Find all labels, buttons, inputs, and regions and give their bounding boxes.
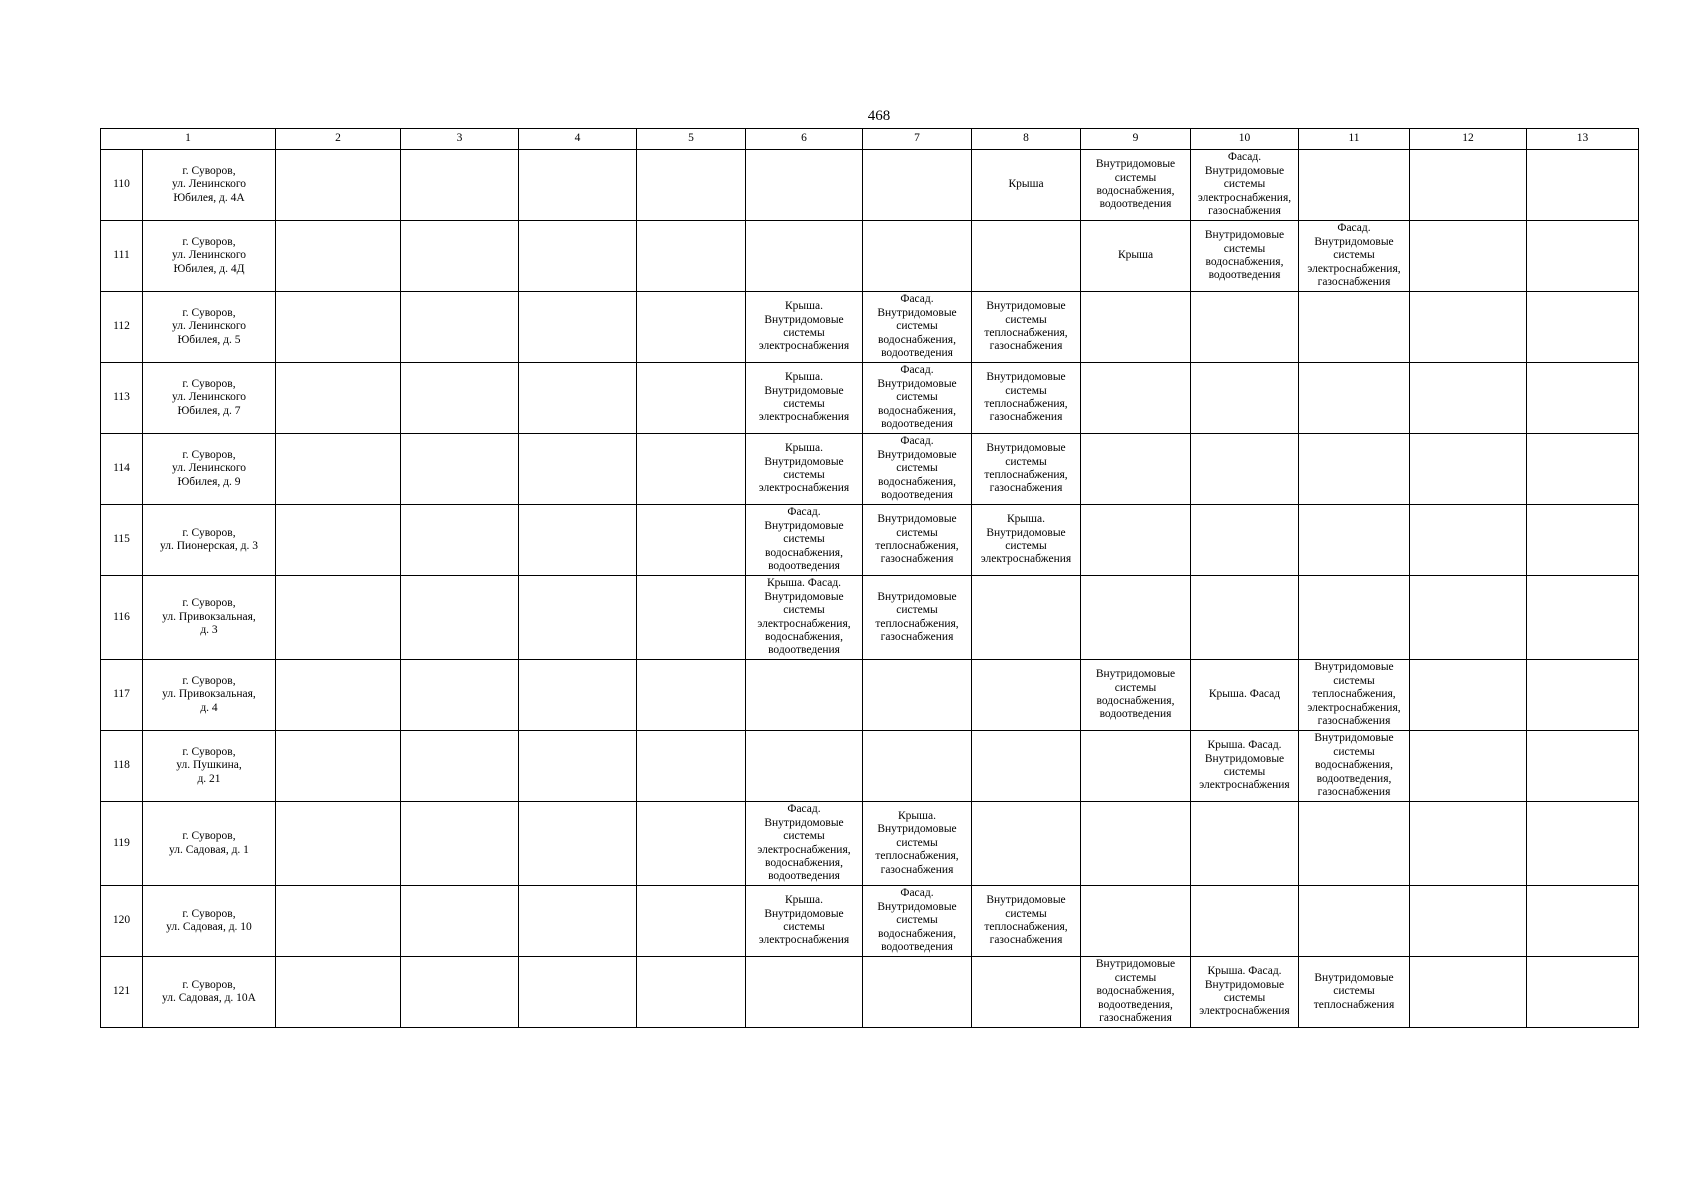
work-cell <box>401 505 519 576</box>
work-cell <box>863 660 972 731</box>
work-cell: Крыша. Фасад. Внутридомовые системы электроснабжения <box>1191 957 1299 1028</box>
work-cell <box>637 957 746 1028</box>
work-cell <box>1410 221 1527 292</box>
work-cell: Фасад. Внутридомовые системы электроснабжения, газоснабжения <box>1191 150 1299 221</box>
work-cell <box>637 150 746 221</box>
work-cell <box>1410 731 1527 802</box>
work-cell: Внутридомовые системы теплоснабжения, газоснабжения <box>863 576 972 660</box>
work-cell <box>972 576 1081 660</box>
work-cell <box>1527 363 1639 434</box>
address-cell: г. Суворов, ул. Садовая, д. 1 <box>143 802 276 886</box>
work-cell: Крыша. Внутридомовые системы теплоснабжения, газоснабжения <box>863 802 972 886</box>
work-cell <box>401 292 519 363</box>
work-cell <box>1527 576 1639 660</box>
work-cell <box>401 660 519 731</box>
table-row <box>101 292 1639 363</box>
column-header: 3 <box>401 129 519 150</box>
column-header: 11 <box>1299 129 1410 150</box>
table-row <box>101 886 1639 957</box>
work-cell <box>276 886 401 957</box>
work-cell <box>1081 576 1191 660</box>
work-cell <box>1527 150 1639 221</box>
work-cell <box>401 150 519 221</box>
work-cell <box>1527 886 1639 957</box>
work-cell <box>276 221 401 292</box>
work-cell <box>863 731 972 802</box>
work-cell <box>1527 957 1639 1028</box>
row-number: 114 <box>101 434 143 505</box>
work-cell <box>276 957 401 1028</box>
work-cell: Крыша. Внутридомовые системы электроснабжения <box>972 505 1081 576</box>
work-cell <box>401 731 519 802</box>
address-cell: г. Суворов, ул. Пионерская, д. 3 <box>143 505 276 576</box>
work-cell <box>1081 886 1191 957</box>
page-number: 468 <box>867 108 891 124</box>
column-header: 7 <box>863 129 972 150</box>
work-cell: Крыша <box>1081 221 1191 292</box>
work-cell <box>972 802 1081 886</box>
work-cell <box>401 576 519 660</box>
work-cell <box>276 576 401 660</box>
work-cell <box>972 660 1081 731</box>
work-cell <box>519 505 637 576</box>
work-cell <box>972 731 1081 802</box>
work-cell <box>1527 660 1639 731</box>
row-number: 110 <box>101 150 143 221</box>
work-cell <box>1299 576 1410 660</box>
work-cell: Крыша. Внутридомовые системы электроснабжения <box>746 434 863 505</box>
work-cell <box>1527 802 1639 886</box>
work-cell <box>519 660 637 731</box>
work-cell <box>276 363 401 434</box>
work-cell <box>1191 292 1299 363</box>
row-number: 117 <box>101 660 143 731</box>
work-cell <box>401 363 519 434</box>
work-cell: Фасад. Внутридомовые системы водоснабжения, водоотведения <box>863 886 972 957</box>
address-cell: г. Суворов, ул. Привокзальная, д. 3 <box>143 576 276 660</box>
work-cell <box>1410 505 1527 576</box>
address-cell: г. Суворов, ул. Ленинского Юбилея, д. 9 <box>143 434 276 505</box>
work-cell <box>276 150 401 221</box>
work-cell <box>1410 434 1527 505</box>
work-cell <box>401 957 519 1028</box>
column-header: 10 <box>1191 129 1299 150</box>
address-cell: г. Суворов, ул. Садовая, д. 10А <box>143 957 276 1028</box>
work-cell <box>1299 150 1410 221</box>
table-row <box>101 434 1639 505</box>
address-cell: г. Суворов, ул. Ленинского Юбилея, д. 7 <box>143 363 276 434</box>
row-number: 121 <box>101 957 143 1028</box>
work-cell <box>1081 434 1191 505</box>
work-cell <box>746 221 863 292</box>
work-cell <box>1410 363 1527 434</box>
work-cell <box>1410 802 1527 886</box>
address-cell: г. Суворов, ул. Ленинского Юбилея, д. 4Д <box>143 221 276 292</box>
column-header: 6 <box>746 129 863 150</box>
work-cell <box>1299 292 1410 363</box>
work-cell <box>401 886 519 957</box>
work-cell <box>1527 221 1639 292</box>
work-cell <box>1299 886 1410 957</box>
work-cell <box>1410 886 1527 957</box>
row-number: 118 <box>101 731 143 802</box>
work-cell <box>637 292 746 363</box>
table-row <box>101 150 1639 221</box>
row-number: 113 <box>101 363 143 434</box>
work-cell: Внутридомовые системы теплоснабжения, электроснабжения, газоснабжения <box>1299 660 1410 731</box>
work-cell <box>746 731 863 802</box>
row-number: 119 <box>101 802 143 886</box>
work-cell: Фасад. Внутридомовые системы электроснабжения, водоснабжения, водоотведения <box>746 802 863 886</box>
work-cell <box>1410 150 1527 221</box>
work-cell <box>519 150 637 221</box>
work-cell <box>746 150 863 221</box>
column-header: 2 <box>276 129 401 150</box>
work-cell <box>637 576 746 660</box>
work-cell <box>519 957 637 1028</box>
work-cell <box>1191 576 1299 660</box>
work-cell <box>637 886 746 957</box>
work-cell <box>637 731 746 802</box>
work-cell: Крыша. Фасад <box>1191 660 1299 731</box>
work-cell <box>1081 363 1191 434</box>
work-cell: Фасад. Внутридомовые системы водоснабжения, водоотведения <box>746 505 863 576</box>
work-cell: Внутридомовые системы теплоснабжения, газоснабжения <box>863 505 972 576</box>
row-number: 112 <box>101 292 143 363</box>
work-cell <box>1191 434 1299 505</box>
row-number: 115 <box>101 505 143 576</box>
work-cell <box>1191 886 1299 957</box>
row-number: 120 <box>101 886 143 957</box>
column-header: 1 <box>101 129 276 150</box>
work-cell: Крыша. Фасад. Внутридомовые системы электроснабжения <box>1191 731 1299 802</box>
work-cell <box>972 221 1081 292</box>
column-header: 5 <box>637 129 746 150</box>
work-cell <box>637 660 746 731</box>
work-cell <box>1299 434 1410 505</box>
work-cell <box>1527 292 1639 363</box>
work-cell <box>519 363 637 434</box>
repair-schedule-table <box>100 128 1639 1028</box>
work-cell: Фасад. Внутридомовые системы водоснабжения, водоотведения <box>863 363 972 434</box>
work-cell <box>1299 802 1410 886</box>
work-cell <box>1410 957 1527 1028</box>
work-cell <box>519 576 637 660</box>
work-cell: Крыша <box>972 150 1081 221</box>
work-cell <box>1527 505 1639 576</box>
work-cell <box>1527 434 1639 505</box>
work-cell <box>1081 802 1191 886</box>
work-cell: Внутридомовые системы водоснабжения, водоотведения, газоснабжения <box>1299 731 1410 802</box>
column-header: 4 <box>519 129 637 150</box>
work-cell <box>519 221 637 292</box>
work-cell: Фасад. Внутридомовые системы электроснабжения, газоснабжения <box>1299 221 1410 292</box>
table-row <box>101 363 1639 434</box>
column-header: 13 <box>1527 129 1639 150</box>
work-cell: Внутридомовые системы теплоснабжения, газоснабжения <box>972 886 1081 957</box>
work-cell <box>1191 505 1299 576</box>
work-cell: Внутридомовые системы теплоснабжения <box>1299 957 1410 1028</box>
work-cell <box>519 802 637 886</box>
row-number: 116 <box>101 576 143 660</box>
row-number: 111 <box>101 221 143 292</box>
column-header: 12 <box>1410 129 1527 150</box>
header-row <box>101 129 1639 150</box>
work-cell <box>863 957 972 1028</box>
work-cell <box>276 802 401 886</box>
work-cell <box>637 802 746 886</box>
work-cell <box>276 505 401 576</box>
work-cell <box>276 292 401 363</box>
address-cell: г. Суворов, ул. Ленинского Юбилея, д. 5 <box>143 292 276 363</box>
work-cell <box>972 957 1081 1028</box>
work-cell: Фасад. Внутридомовые системы водоснабжения, водоотведения <box>863 292 972 363</box>
work-cell <box>1410 660 1527 731</box>
work-cell <box>401 802 519 886</box>
work-cell <box>1191 802 1299 886</box>
work-cell <box>1191 363 1299 434</box>
column-header: 8 <box>972 129 1081 150</box>
work-cell <box>637 505 746 576</box>
table-row <box>101 221 1639 292</box>
work-cell <box>746 957 863 1028</box>
work-cell <box>1081 292 1191 363</box>
work-cell: Внутридомовые системы водоснабжения, водоотведения <box>1081 150 1191 221</box>
work-cell <box>519 731 637 802</box>
table-row <box>101 957 1639 1028</box>
work-cell <box>276 434 401 505</box>
work-cell <box>637 221 746 292</box>
work-cell <box>1081 505 1191 576</box>
work-cell <box>1410 576 1527 660</box>
work-cell <box>637 363 746 434</box>
table-row <box>101 731 1639 802</box>
table-row <box>101 576 1639 660</box>
table-row <box>101 660 1639 731</box>
work-cell: Внутридомовые системы теплоснабжения, газоснабжения <box>972 363 1081 434</box>
address-cell: г. Суворов, ул. Привокзальная, д. 4 <box>143 660 276 731</box>
work-cell <box>637 434 746 505</box>
work-cell: Крыша. Внутридомовые системы электроснабжения <box>746 886 863 957</box>
address-cell: г. Суворов, ул. Ленинского Юбилея, д. 4А <box>143 150 276 221</box>
work-cell: Крыша. Внутридомовые системы электроснабжения <box>746 363 863 434</box>
work-cell <box>863 150 972 221</box>
work-cell <box>1410 292 1527 363</box>
work-cell <box>1527 731 1639 802</box>
table-row <box>101 505 1639 576</box>
work-cell <box>519 292 637 363</box>
work-cell: Внутридомовые системы водоснабжения, водоотведения, газоснабжения <box>1081 957 1191 1028</box>
work-cell <box>1299 363 1410 434</box>
work-cell <box>401 221 519 292</box>
work-cell <box>276 660 401 731</box>
work-cell <box>1081 731 1191 802</box>
table-row <box>101 802 1639 886</box>
work-cell: Внутридомовые системы водоснабжения, водоотведения <box>1191 221 1299 292</box>
work-cell: Фасад. Внутридомовые системы водоснабжения, водоотведения <box>863 434 972 505</box>
work-cell <box>746 660 863 731</box>
address-cell: г. Суворов, ул. Пушкина, д. 21 <box>143 731 276 802</box>
work-cell: Крыша. Внутридомовые системы электроснабжения <box>746 292 863 363</box>
work-cell: Внутридомовые системы водоснабжения, водоотведения <box>1081 660 1191 731</box>
work-cell: Внутридомовые системы теплоснабжения, газоснабжения <box>972 292 1081 363</box>
work-cell <box>1299 505 1410 576</box>
column-header: 9 <box>1081 129 1191 150</box>
work-cell <box>276 731 401 802</box>
work-cell: Внутридомовые системы теплоснабжения, газоснабжения <box>972 434 1081 505</box>
work-cell <box>863 221 972 292</box>
work-cell <box>519 434 637 505</box>
work-cell <box>401 434 519 505</box>
work-cell <box>519 886 637 957</box>
address-cell: г. Суворов, ул. Садовая, д. 10 <box>143 886 276 957</box>
work-cell: Крыша. Фасад. Внутридомовые системы электроснабжения, водоснабжения, водоотведения <box>746 576 863 660</box>
